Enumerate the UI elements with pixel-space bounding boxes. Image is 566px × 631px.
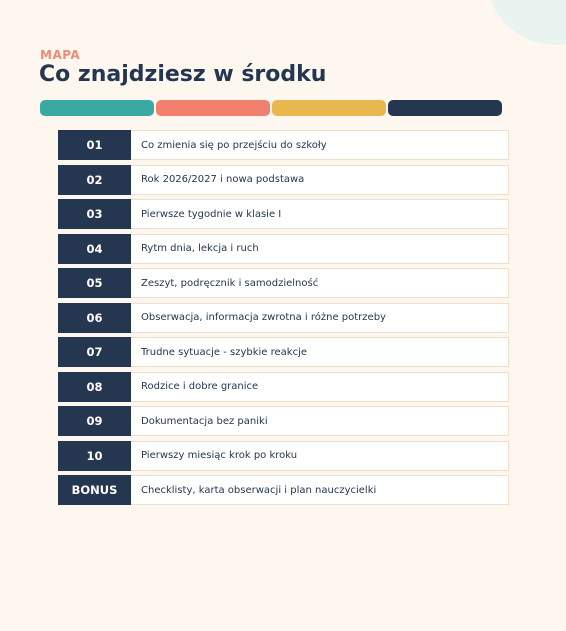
- toc-row-09[interactable]: [58, 406, 509, 436]
- toc-row-bonus[interactable]: [58, 475, 509, 505]
- toc-number: 08: [58, 372, 131, 402]
- toc-number: 06: [58, 303, 131, 333]
- toc-row-07[interactable]: [58, 337, 509, 367]
- toc-label: Rodzice i dobre granice: [141, 381, 259, 392]
- color-bar-coral: [156, 100, 270, 116]
- toc-number: 07: [58, 337, 131, 367]
- section-kicker: MAPA: [40, 48, 81, 62]
- toc-row-06[interactable]: [58, 303, 509, 333]
- toc-label: Pierwsze tygodnie w klasie I: [141, 208, 282, 220]
- toc-label: Pierwszy miesiąc krok po kroku: [141, 450, 298, 461]
- color-bar-yellow: [272, 100, 386, 116]
- toc-row-03[interactable]: [58, 199, 509, 229]
- toc-label: Trudne sytuacje - szybkie reakcje: [141, 346, 308, 358]
- toc-row-10[interactable]: [58, 441, 509, 471]
- color-bars: [40, 100, 502, 116]
- toc-number: 01: [58, 130, 131, 160]
- color-bar-navy: [388, 100, 502, 116]
- decorative-circle: [486, 0, 566, 45]
- toc-number: 10: [58, 441, 131, 471]
- color-bar-teal: [40, 100, 154, 116]
- toc-label: Rok 2026/2027 i nowa podstawa: [141, 174, 305, 185]
- toc-number: BONUS: [58, 475, 131, 505]
- toc-number: 05: [58, 268, 131, 298]
- toc-number: 03: [58, 199, 131, 229]
- toc-number: 04: [58, 234, 131, 264]
- toc-label: Checklisty, karta obserwacji i plan nauczycielki: [141, 484, 377, 496]
- toc-row-01[interactable]: [58, 130, 509, 160]
- page-title: Co znajdziesz w środku: [39, 62, 327, 87]
- toc-row-02[interactable]: [58, 165, 509, 195]
- table-of-contents: [58, 130, 509, 510]
- toc-label: Obserwacja, informacja zwrotna i różne potrzeby: [141, 312, 386, 323]
- toc-number: 02: [58, 165, 131, 195]
- toc-label: Zeszyt, podręcznik i samodzielność: [141, 277, 319, 289]
- toc-number: 09: [58, 406, 131, 436]
- toc-row-08[interactable]: [58, 372, 509, 402]
- toc-label: Dokumentacja bez paniki: [141, 415, 268, 427]
- toc-label: Rytm dnia, lekcja i ruch: [141, 243, 259, 254]
- toc-row-05[interactable]: [58, 268, 509, 298]
- toc-row-04[interactable]: [58, 234, 509, 264]
- toc-label: Co zmienia się po przejściu do szkoły: [141, 139, 327, 151]
